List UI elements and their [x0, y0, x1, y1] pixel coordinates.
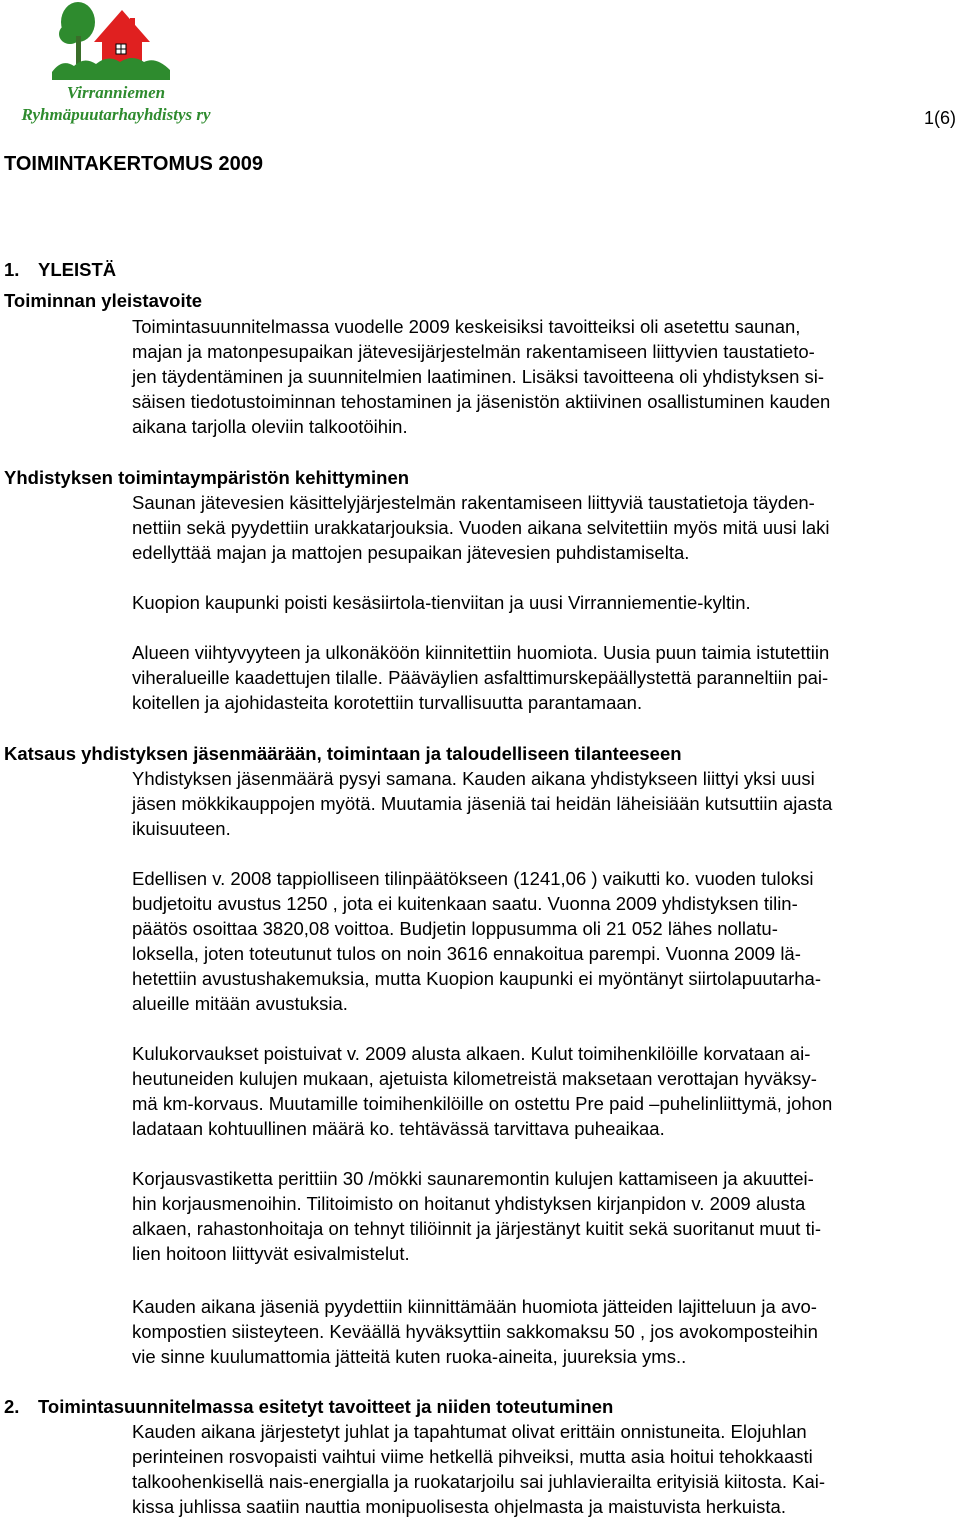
text-line: lien hoitoon liittyvät esivalmistelut.	[132, 1243, 410, 1264]
text-line: säisen tiedotustoiminnan tehostaminen ja jäsenistön aktiivinen osallistuminen kauden	[132, 391, 831, 412]
section-heading-1	[4, 257, 116, 282]
text-line: Saunan jätevesien käsittelyjärjestelmän rakentamiseen liittyviä taustatietoja täyden-	[132, 492, 815, 513]
text-line: loksella, joten toteutunut tulos on noin 3616 ennakoitua parempi. Vuonna 2009 lä-	[132, 943, 801, 964]
text-line: koitellen ja ajohidasteita korotettiin turvallisuutta parantamaan.	[132, 692, 643, 713]
paragraph	[132, 590, 958, 615]
association-logo	[48, 0, 174, 82]
text-line: Edellisen v. 2008 tappiolliseen tilinpäätökseen (1241,06 ) vaikutti ko. vuoden tuloksi	[132, 868, 814, 889]
text-line: Kulukorvaukset poistuivat v. 2009 alusta alkaen. Kulut toimihenkilöille korvataan ai-	[132, 1043, 811, 1064]
text-line: Kauden aikana jäseniä pyydettiin kiinnittämään huomiota jätteiden lajitteluun ja avo-	[132, 1296, 817, 1317]
text-line: talkoohenkisellä nais-energialla ja ruokatarjoilu sai juhlavierailta erityisiä kiitosta. Kai-	[132, 1471, 826, 1492]
page-number: 1(6)	[923, 108, 956, 128]
text-line: ladataan kohtuullinen määrä ko. tehtävässä tarvittava puheaikaa.	[132, 1118, 665, 1139]
section-title: Toimintasuunnitelmassa esitetyt tavoitteet ja niiden toteutuminen	[38, 1396, 614, 1417]
subsection-heading: Toiminnan yleistavoite	[4, 290, 203, 311]
paragraph	[132, 1041, 958, 1141]
text-line: Yhdistyksen jäsenmäärä pysyi samana. Kauden aikana yhdistykseen liittyi yksi uusi	[132, 768, 815, 789]
section-number: 2.	[4, 1396, 20, 1417]
organization-name	[0, 82, 232, 126]
text-line: Kuopion kaupunki poisti kesäsiirtola-tienviitan ja uusi Virranniementie-kyltin.	[132, 592, 751, 613]
section-title: YLEISTÄ	[38, 259, 117, 280]
text-line: edellyttää majan ja mattojen pesupaikan jätevesien puhdistamiselta.	[132, 542, 690, 563]
text-line: nettiin sekä pyydettiin urakkatarjouksia. Vuoden aikana selvitettiin myös mitä uusi laki	[132, 517, 830, 538]
text-line: perinteinen rosvopaisti vaihtui viime hetkellä pihveiksi, mutta asia hoitui tehokkaasti	[132, 1446, 813, 1467]
paragraph	[132, 1419, 958, 1519]
text-line: vie sinne kuulumattomia jätteitä kuten ruoka-aineita, juureksia yms..	[132, 1346, 687, 1367]
subsection-heading: Yhdistyksen toimintaympäristön kehittyminen	[4, 467, 410, 488]
text-line: jäsen mökkikauppojen myötä. Muutamia jäseniä tai heidän läheisiään kutsuttiin ajasta	[132, 793, 833, 814]
text-line: alkaen, rahastonhoitaja on tehnyt tiliöinnit ja järjestänyt kuitit sekä suoritanut muut ti-	[132, 1218, 821, 1239]
text-line: mä km-korvaus. Muutamille toimihenkilöille on ostettu Pre paid –puhelinliittymä, johon	[132, 1093, 833, 1114]
text-line: heutuneiden kulujen mukaan, ajetuista kilometreistä maksetaan verottajan hyväksy-	[132, 1068, 817, 1089]
text-line: kompostien siisteyteen. Keväällä hyväksyttiin sakkomaksu 50 , jos avokomposteihin	[132, 1321, 818, 1342]
text-line: Korjausvastiketta perittiin 30 /mökki saunaremontin kulujen kattamiseen ja akuuttei-	[132, 1168, 814, 1189]
text-line: budjetoitu avustus 1250 , jota ei kuitenkaan saatu. Vuonna 2009 yhdistyksen tilin-	[132, 893, 798, 914]
text-line: hin korjausmenoihin. Tilitoimisto on hoitanut yhdistyksen kirjanpidon v. 2009 alusta	[132, 1193, 806, 1214]
paragraph	[132, 1166, 958, 1266]
logo-house-roof	[94, 10, 150, 42]
text-line: Alueen viihtyvyyteen ja ulkonäköön kiinnitettiin huomiota. Uusia puun taimia istutettiin	[132, 642, 830, 663]
text-line: ikuisuuteen.	[132, 818, 231, 839]
section-number: 1.	[4, 259, 20, 280]
paragraph	[132, 314, 958, 439]
paragraph	[132, 490, 958, 565]
logo-ground	[52, 58, 170, 80]
paragraph	[132, 1294, 958, 1369]
text-line: aikana tarjolla oleviin talkootöihin.	[132, 416, 408, 437]
text-line: kissa juhlissa saatiin nauttia monipuolisesta ohjelmasta ja maistuvista herkuista.	[132, 1496, 786, 1517]
text-line: alueille mitään avustuksia.	[132, 993, 348, 1014]
text-line: Toimintasuunnitelmassa vuodelle 2009 keskeisiksi tavoitteiksi oli asetettu saunan,	[132, 316, 801, 337]
text-line: majan ja matonpesupaikan jätevesijärjestelmän rakentamiseen liittyvien taustatieto-	[132, 341, 815, 362]
text-line: jen täydentäminen ja suunnitelmien laatiminen. Lisäksi tavoitteena oli yhdistyksen si-	[132, 366, 825, 387]
text-line: Kauden aikana järjestetyt juhlat ja tapahtumat olivat erittäin onnistuneita. Elojuhlan	[132, 1421, 807, 1442]
organization-name-line1: Virranniemen	[66, 83, 166, 102]
paragraph	[132, 866, 958, 1016]
organization-name-line2: Ryhmäpuutarhayhdistys ry	[21, 105, 211, 124]
paragraph	[132, 766, 958, 841]
document-title: TOIMINTAKERTOMUS 2009	[4, 153, 263, 175]
text-line: hetettiin avustushakemuksia, mutta Kuopion kaupunki ei myöntänyt siirtolapuutarha-	[132, 968, 821, 989]
paragraph	[132, 640, 958, 715]
subsection-heading: Katsaus yhdistyksen jäsenmäärään, toimintaan ja taloudelliseen tilanteeseen	[4, 743, 682, 764]
section-heading-2	[4, 1394, 613, 1419]
text-line: viheralueille kaadettujen tilalle. Pääväylien asfalttimurskepäällystettä paranneltiin pai-	[132, 667, 829, 688]
text-line: päätös osoittaa 3820,08 voittoa. Budjetin loppusumma oli 21 052 lähes nollatu-	[132, 918, 778, 939]
